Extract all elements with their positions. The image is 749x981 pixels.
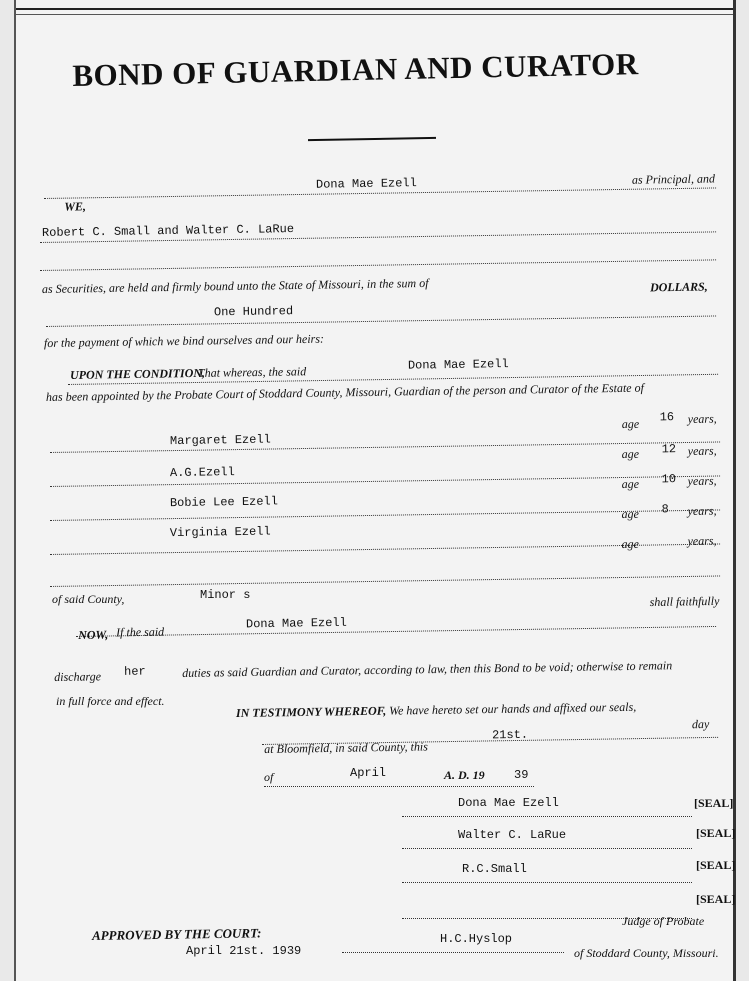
judge-title: Judge of Probate: [622, 914, 705, 928]
blank-line: [40, 239, 716, 271]
payment-text: for the payment of which we bind ourselves and our heirs:: [43, 331, 325, 350]
judge-name: H.C.Hyslop: [440, 932, 513, 946]
securities-names-line: [40, 211, 716, 243]
discharge-value: her: [123, 664, 146, 679]
top-border-rule-secondary: [16, 14, 733, 15]
principal-line: [44, 167, 716, 214]
day-label: day: [691, 716, 710, 732]
of-label: of: [264, 770, 274, 784]
seal-label: [SEAL]: [696, 826, 736, 840]
top-border-rule: [16, 8, 733, 10]
place-line: [262, 716, 718, 756]
day-value: 21st.: [491, 727, 529, 743]
signature-line: [402, 862, 692, 883]
ward-name: A.G.Ezell: [169, 465, 235, 481]
signature-line: [402, 796, 692, 817]
ward-row: [50, 410, 720, 453]
age-label: age: [621, 416, 640, 432]
ward-age: 10: [661, 472, 677, 487]
minors-value: Minor s: [200, 588, 251, 602]
years-label: years,: [687, 411, 717, 426]
title-underline: [308, 137, 436, 141]
now-name: Dona Mae Ezell: [245, 615, 347, 632]
discharge-text: duties as said Guardian and Curator, according to law, then this Bond to be void; otherwise to remain: [182, 658, 673, 680]
testimony-label: IN TESTIMONY WHEREOF,: [235, 703, 387, 720]
ward-name: Virginia Ezell: [169, 524, 271, 541]
ward-age: 8: [661, 502, 669, 517]
testimony-text: [236, 700, 636, 721]
year-value: 39: [514, 768, 529, 782]
age-label: age: [621, 476, 640, 492]
document-title: BOND OF GUARDIAN AND CURATOR: [72, 46, 639, 93]
county-label: of said County,: [52, 592, 125, 606]
age-label: age: [621, 536, 639, 552]
force-text: in full force and effect.: [56, 694, 165, 708]
securities-text-line: [40, 269, 716, 300]
month-value: April: [350, 766, 387, 780]
seal-label: [SEAL]: [696, 858, 736, 872]
bond-document: [14, 0, 736, 981]
securities-text: as Securities, are held and firmly bound unto the State of Missouri, in the sum of: [41, 275, 429, 296]
signature-line: [402, 828, 692, 849]
age-label: age: [621, 446, 640, 462]
discharge-label: discharge: [54, 669, 102, 684]
signature-name: Walter C. LaRue: [458, 828, 567, 842]
discharge-line: [54, 646, 720, 684]
condition-text: That whereas, the said: [197, 364, 307, 380]
years-label: years,: [687, 503, 717, 518]
condition-name: Dona Mae Ezell: [407, 357, 509, 373]
ward-row: [50, 442, 720, 487]
condition-label: UPON THE CONDITION,: [69, 365, 206, 382]
signature-name: Dona Mae Ezell: [458, 796, 559, 810]
securities-names: Robert C. Small and Walter C. LaRue: [41, 222, 295, 240]
ward-age: 12: [661, 442, 677, 457]
ward-name: Margaret Ezell: [169, 432, 271, 449]
age-label: age: [621, 506, 640, 522]
now-text: If the said: [115, 624, 165, 640]
place-text: at Bloomfield, in said County, this: [264, 739, 428, 756]
years-label: years,: [687, 473, 717, 488]
ward-age: 16: [659, 410, 675, 425]
ad-label: A. D. 19: [444, 768, 485, 782]
now-label: NOW,: [78, 627, 109, 642]
years-label: years,: [687, 443, 717, 458]
county-line: [52, 578, 282, 606]
appointed-text: has been appointed by the Probate Court of Stoddard County, Missouri, Guardian of the person and Curator of the Estate of: [45, 380, 645, 404]
signature-name: R.C.Small: [462, 862, 527, 876]
as-principal-label: as Principal, and: [631, 171, 716, 187]
date-line: [264, 766, 534, 787]
judge-county: of Stoddard County, Missouri.: [574, 946, 719, 960]
shall-faithfully-label: shall faithfully: [649, 593, 720, 609]
we-label: WE,: [64, 199, 87, 214]
dollars-label: DOLLARS,: [649, 279, 708, 295]
seal-label: [SEAL]: [694, 796, 734, 810]
approved-date: April 21st. 1939: [186, 944, 302, 958]
principal-name: Dona Mae Ezell: [315, 176, 417, 192]
seal-label: [SEAL]: [696, 892, 736, 906]
years-label: years,: [687, 533, 717, 548]
sum-words: One Hundred: [213, 304, 294, 320]
testimony-body: We have hereto set our hands and affixed our seals,: [389, 699, 637, 718]
judge-line: [342, 932, 564, 953]
sum-line: [46, 295, 716, 327]
ward-name: Bobie Lee Ezell: [169, 494, 279, 511]
approved-label: APPROVED BY THE COURT:: [91, 925, 262, 943]
